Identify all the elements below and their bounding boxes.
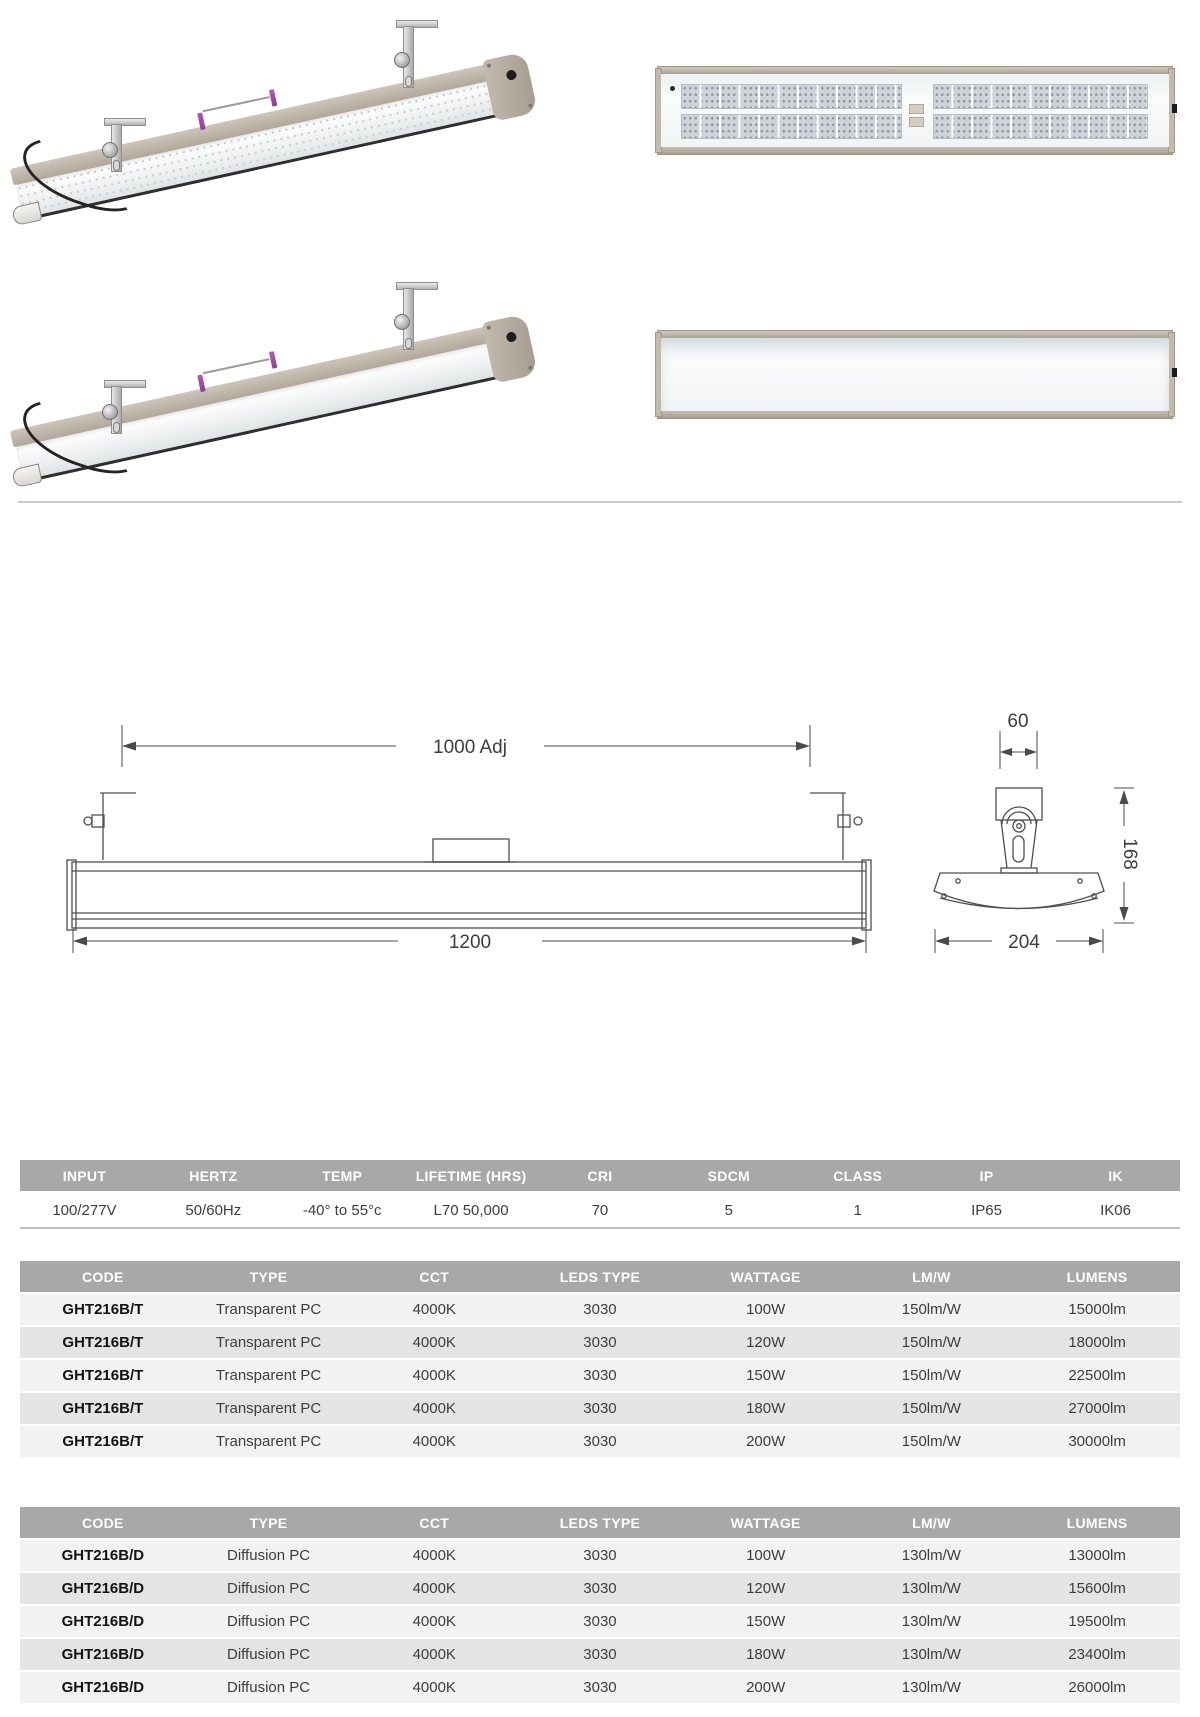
column-header: SDCM [664,1160,793,1193]
table-cell: Transparent PC [186,1426,352,1459]
table-cell: 3030 [517,1540,683,1573]
table-cell: 13000lm [1014,1540,1180,1573]
table-cell: 200W [683,1426,849,1459]
table-cell: 100/277V [20,1193,149,1229]
table-cell: 150lm/W [849,1360,1015,1393]
table-cell: 150lm/W [849,1393,1015,1426]
section-divider [18,501,1182,503]
center-clip [909,104,924,114]
bracket-bolt [394,52,410,68]
table-cell: 150lm/W [849,1294,1015,1327]
table-cell: 15600lm [1014,1573,1180,1606]
column-header: IP [922,1160,1051,1193]
column-header: HERTZ [149,1160,278,1193]
product-code-cell: GHT216B/T [20,1360,186,1393]
table-cell: 150W [683,1606,849,1639]
table-cell: IP65 [922,1193,1051,1229]
endcap-sensor-dot [505,69,517,81]
side-view-outline [67,793,871,930]
column-header: TEMP [278,1160,407,1193]
table-header-row [20,1160,1180,1193]
sensor-dot [670,86,675,91]
table-row [20,1426,1180,1459]
handle-post [269,89,277,107]
product-code-cell: GHT216B/T [20,1294,186,1327]
table-cell: 70 [536,1193,665,1229]
side-connector-nub [1172,368,1177,377]
table-header-row [20,1507,1180,1540]
mounting-bracket-right [396,20,438,28]
table-cell: 5 [664,1193,793,1229]
table-cell: 200W [683,1672,849,1705]
table-row [20,1606,1180,1639]
table-cell: 3030 [517,1327,683,1360]
led-module-array [933,114,1148,139]
bracket-hole [405,338,412,349]
mounting-bracket-left [104,380,146,388]
endcap-screw [528,103,533,108]
table-row [20,1573,1180,1606]
table-row [20,1294,1180,1327]
column-header: WATTAGE [683,1261,849,1294]
table-cell: 130lm/W [849,1606,1015,1639]
column-header: CCT [351,1261,517,1294]
product-photo-perspective-diffusion [8,268,548,470]
column-header: LUMENS [1014,1507,1180,1540]
endcap-screw [528,365,533,370]
led-module-array [681,84,902,109]
column-header: TYPE [186,1261,352,1294]
column-header: CLASS [793,1160,922,1193]
handle-post [269,351,277,369]
table-cell: 150lm/W [849,1426,1015,1459]
column-header: WATTAGE [683,1507,849,1540]
fixture-face-diffused [661,338,1169,411]
product-code-cell: GHT216B/T [20,1426,186,1459]
table-cell: 3030 [517,1426,683,1459]
column-header: CCT [351,1507,517,1540]
column-header: INPUT [20,1160,149,1193]
electrical-spec-table [20,1160,1180,1229]
table-cell: Diffusion PC [186,1573,352,1606]
table-cell: 150lm/W [849,1327,1015,1360]
table-cell: 3030 [517,1393,683,1426]
product-code-cell: GHT216B/T [20,1393,186,1426]
led-module-array [933,84,1148,109]
dim-label-overall-length: 1200 [448,932,492,953]
table-cell: 4000K [351,1426,517,1459]
table-body [20,1540,1180,1705]
mounting-bracket-right [396,282,438,290]
product-code-cell: GHT216B/D [20,1573,186,1606]
table-cell: IK06 [1051,1193,1180,1229]
table-header-row [20,1261,1180,1294]
end-view-outline [934,788,1104,909]
table-body [20,1294,1180,1459]
table-row [20,1393,1180,1426]
product-code-cell: GHT216B/D [20,1639,186,1672]
table-cell: 4000K [351,1672,517,1705]
table-cell: 1 [793,1193,922,1229]
table-cell: 4000K [351,1639,517,1672]
table-cell: 50/60Hz [149,1193,278,1229]
table-cell: Diffusion PC [186,1540,352,1573]
table-cell: 120W [683,1573,849,1606]
handle-wire [203,96,270,112]
table-cell: 23400lm [1014,1639,1180,1672]
product-code-cell: GHT216B/D [20,1672,186,1705]
center-clip [909,117,924,127]
table-header-row [20,1261,1180,1294]
table-cell: L70 50,000 [407,1193,536,1229]
table-cell: 3030 [517,1573,683,1606]
endcap-screw [487,325,492,330]
fixture-left-endcap [11,464,42,489]
table-cell: 27000lm [1014,1393,1180,1426]
endcap-screw [487,63,492,68]
table-cell: 30000lm [1014,1426,1180,1459]
column-header: LM/W [849,1507,1015,1540]
table-cell: 3030 [517,1639,683,1672]
column-header: LM/W [849,1261,1015,1294]
table-header-row [20,1160,1180,1193]
table-cell: 130lm/W [849,1672,1015,1705]
table-cell: 180W [683,1393,849,1426]
product-code-cell: GHT216B/D [20,1540,186,1573]
column-header: LEDS TYPE [517,1507,683,1540]
table-cell: 18000lm [1014,1327,1180,1360]
frame-rail-bottom [657,410,1173,419]
product-code-cell: GHT216B/T [20,1327,186,1360]
column-header: CRI [536,1160,665,1193]
table-cell: Diffusion PC [186,1639,352,1672]
table-cell: 15000lm [1014,1294,1180,1327]
table-cell: 150W [683,1360,849,1393]
table-cell: 3030 [517,1672,683,1705]
product-photo-front-diffusion [655,330,1175,419]
table-cell: -40° to 55°c [278,1193,407,1229]
table-cell: Transparent PC [186,1294,352,1327]
table-cell: 3030 [517,1360,683,1393]
column-header: CODE [20,1507,186,1540]
product-code-cell: GHT216B/D [20,1606,186,1639]
table-cell: 130lm/W [849,1540,1015,1573]
dim-label-adjustable-length: 1000 Adj [433,737,507,758]
table-cell: 4000K [351,1360,517,1393]
fixture-left-endcap [11,202,42,227]
table-cell: 3030 [517,1606,683,1639]
dimension-arrowheads [73,742,1129,946]
table-body [20,1193,1180,1229]
table-header-row [20,1507,1180,1540]
table-row [20,1672,1180,1705]
table-row [20,1360,1180,1393]
table-cell: 4000K [351,1393,517,1426]
frame-rail-bottom [657,146,1173,155]
table-row [20,1327,1180,1360]
table-cell: 100W [683,1540,849,1573]
bracket-hole [405,76,412,87]
fixture-face [661,74,1169,147]
table-cell: 4000K [351,1294,517,1327]
column-header: IK [1051,1160,1180,1193]
table-cell: 130lm/W [849,1573,1015,1606]
table-cell: 19500lm [1014,1606,1180,1639]
product-photo-front-transparent [655,66,1175,155]
column-header: TYPE [186,1507,352,1540]
bracket-bolt [394,314,410,330]
column-header: CODE [20,1261,186,1294]
dim-label-bracket-width: 60 [1007,711,1029,732]
product-photo-perspective-transparent [8,6,548,222]
table-cell: Diffusion PC [186,1672,352,1705]
table-cell: Diffusion PC [186,1606,352,1639]
dim-label-fixture-width: 204 [1008,932,1040,953]
column-header: LUMENS [1014,1261,1180,1294]
table-cell: Transparent PC [186,1360,352,1393]
dimension-drawing [0,630,1200,960]
table-cell: Transparent PC [186,1327,352,1360]
table-cell: 130lm/W [849,1639,1015,1672]
table-cell: 4000K [351,1327,517,1360]
table-row [20,1540,1180,1573]
table-cell: Transparent PC [186,1393,352,1426]
table-cell: 4000K [351,1573,517,1606]
table-cell: 100W [683,1294,849,1327]
transparent-pc-model-table [20,1261,1180,1459]
table-cell: 22500lm [1014,1360,1180,1393]
diffusion-pc-model-table [20,1507,1180,1705]
table-cell: 4000K [351,1606,517,1639]
table-cell: 120W [683,1327,849,1360]
dim-label-fixture-height: 168 [1119,838,1140,870]
handle-wire [203,358,270,374]
table-cell: 180W [683,1639,849,1672]
table-cell: 4000K [351,1540,517,1573]
mounting-bracket-left [104,118,146,126]
side-connector-nub [1172,104,1177,113]
endcap-sensor-dot [505,331,517,343]
column-header: LIFETIME (HRS) [407,1160,536,1193]
table-cell: 26000lm [1014,1672,1180,1705]
table-cell: 3030 [517,1294,683,1327]
led-module-array [681,114,902,139]
table-row [20,1193,1180,1229]
table-row [20,1639,1180,1672]
column-header: LEDS TYPE [517,1261,683,1294]
